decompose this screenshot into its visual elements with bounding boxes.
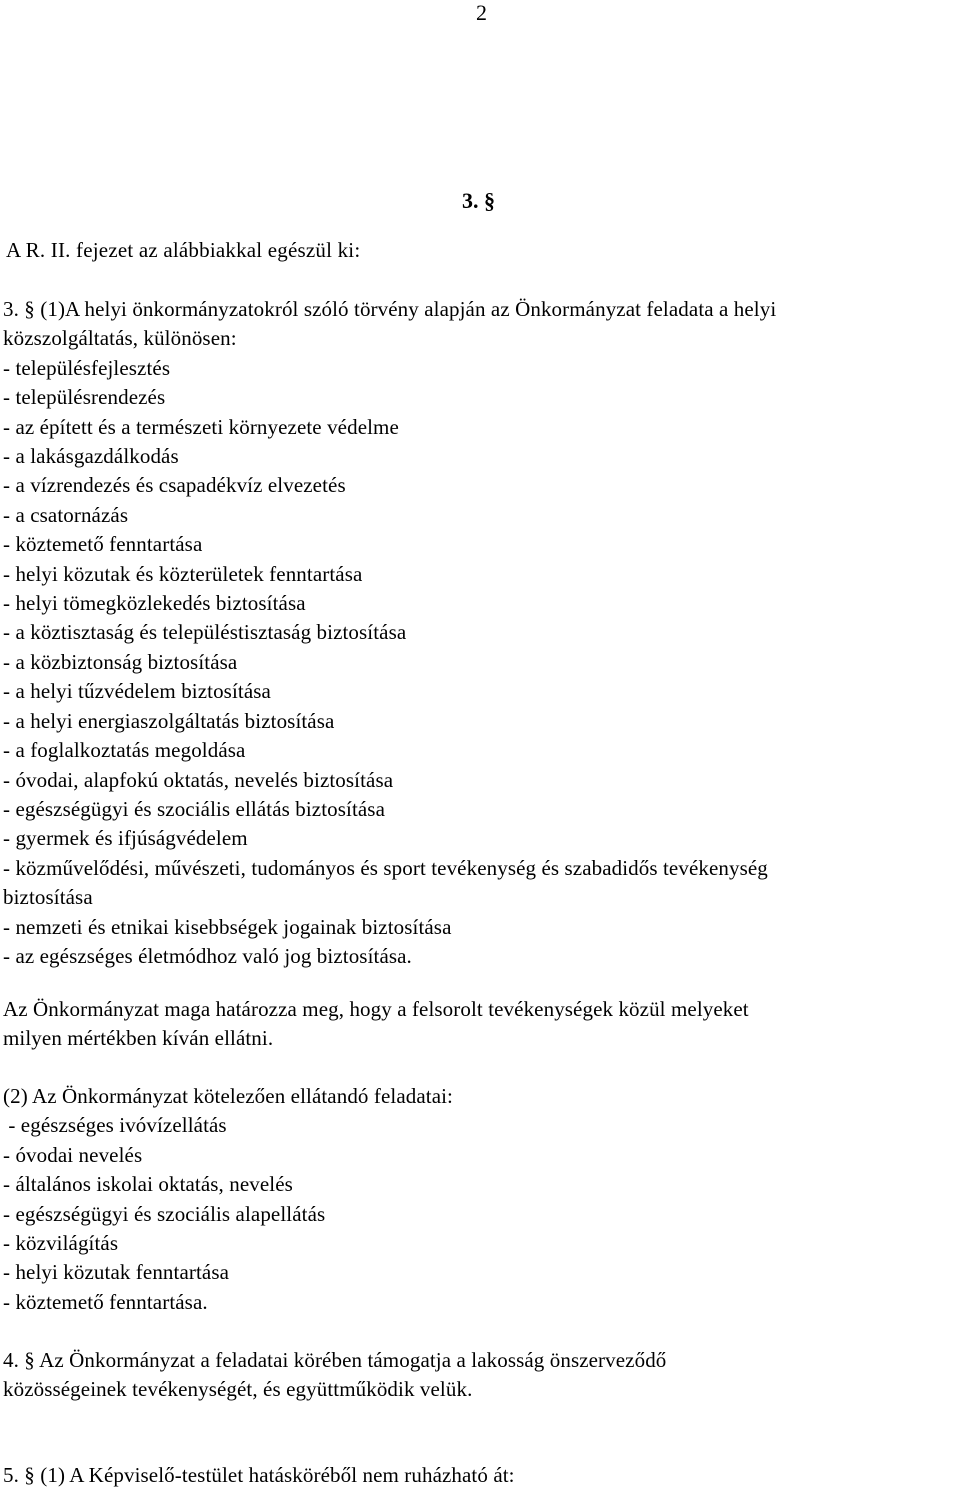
list-item: - óvodai, alapfokú oktatás, nevelés biztosítása xyxy=(3,767,394,792)
paragraph-3 xyxy=(3,1082,953,1317)
list-item: - egészséges ivóvízellátás xyxy=(3,1113,227,1138)
paragraph-2 xyxy=(3,995,953,1054)
list-item: - a helyi tűzvédelem biztosítása xyxy=(3,679,271,704)
text-line: közszolgáltatás, különösen: xyxy=(3,326,237,351)
list-item: - helyi közutak és közterületek fenntartása xyxy=(3,561,363,586)
list-item: - helyi közutak fenntartása xyxy=(3,1260,230,1285)
text-line: közösségeinek tevékenységét, és együttműködik velük. xyxy=(3,1377,473,1402)
list-item: - az egészséges életmódhoz való jog biztosítása. xyxy=(3,943,412,968)
paragraph-1 xyxy=(3,295,953,971)
list-item: - a foglalkoztatás megoldása xyxy=(3,738,246,763)
list-item: - településrendezés xyxy=(3,385,166,410)
list-item: - helyi tömegközlekedés biztosítása xyxy=(3,591,306,616)
list-item: - a csatornázás xyxy=(3,502,129,527)
list-item: - településfejlesztés xyxy=(3,355,171,380)
text-line: 4. § Az Önkormányzat a feladatai körében támogatja a lakosság önszerveződő xyxy=(3,1348,667,1372)
paragraph-4 xyxy=(3,1346,953,1405)
list-item: - egészségügyi és szociális ellátás biztosítása xyxy=(3,796,385,821)
list-item: - nemzeti és etnikai kisebbségek jogainak biztosítása xyxy=(3,914,452,939)
text-line: 3. § (1)A helyi önkormányzatokról szóló törvény alapján az Önkormányzat feladata a helyi xyxy=(3,297,777,321)
list-item: - közvilágítás xyxy=(3,1231,119,1256)
list-item: - az épített és a természeti környezete védelme xyxy=(3,414,399,439)
list-item: - a lakásgazdálkodás xyxy=(3,444,179,469)
page-number: 2 xyxy=(476,0,487,25)
list-item: - köztemető fenntartása. xyxy=(3,1289,208,1314)
list-item: - egészségügyi és szociális alapellátás xyxy=(3,1201,326,1226)
list-item: - közművelődési, művészeti, tudományos és sport tevékenység és szabadidős tevékenység xyxy=(3,855,768,880)
list-item: - köztemető fenntartása xyxy=(3,532,203,557)
list-item: - a helyi energiaszolgáltatás biztosítása xyxy=(3,708,335,733)
list-item: - a közbiztonság biztosítása xyxy=(3,649,238,674)
text-line: Az Önkormányzat maga határozza meg, hogy a felsorolt tevékenységek közül melyeket xyxy=(3,997,749,1021)
text-line: (2) Az Önkormányzat kötelezően ellátandó feladatai: xyxy=(3,1084,453,1108)
text-line: 5. § (1) A Képviselő-testület hatásköréből nem ruházható át: xyxy=(3,1463,515,1487)
list-item: - a köztisztaság és településtisztaság biztosítása xyxy=(3,620,407,645)
list-item: - óvodai nevelés xyxy=(3,1142,143,1167)
list-item: biztosítása xyxy=(3,885,93,910)
paragraph-5 xyxy=(3,1461,953,1490)
section-heading: 3. § xyxy=(462,188,495,213)
list-item: - a vízrendezés és csapadékvíz elvezetés xyxy=(3,473,346,498)
text-line: milyen mértékben kíván ellátni. xyxy=(3,1026,274,1051)
list-item: - általános iskolai oktatás, nevelés xyxy=(3,1172,293,1197)
intro-text: A R. II. fejezet az alábbiakkal egészül ki: xyxy=(6,238,361,262)
list-item: - gyermek és ifjúságvédelem xyxy=(3,826,248,851)
